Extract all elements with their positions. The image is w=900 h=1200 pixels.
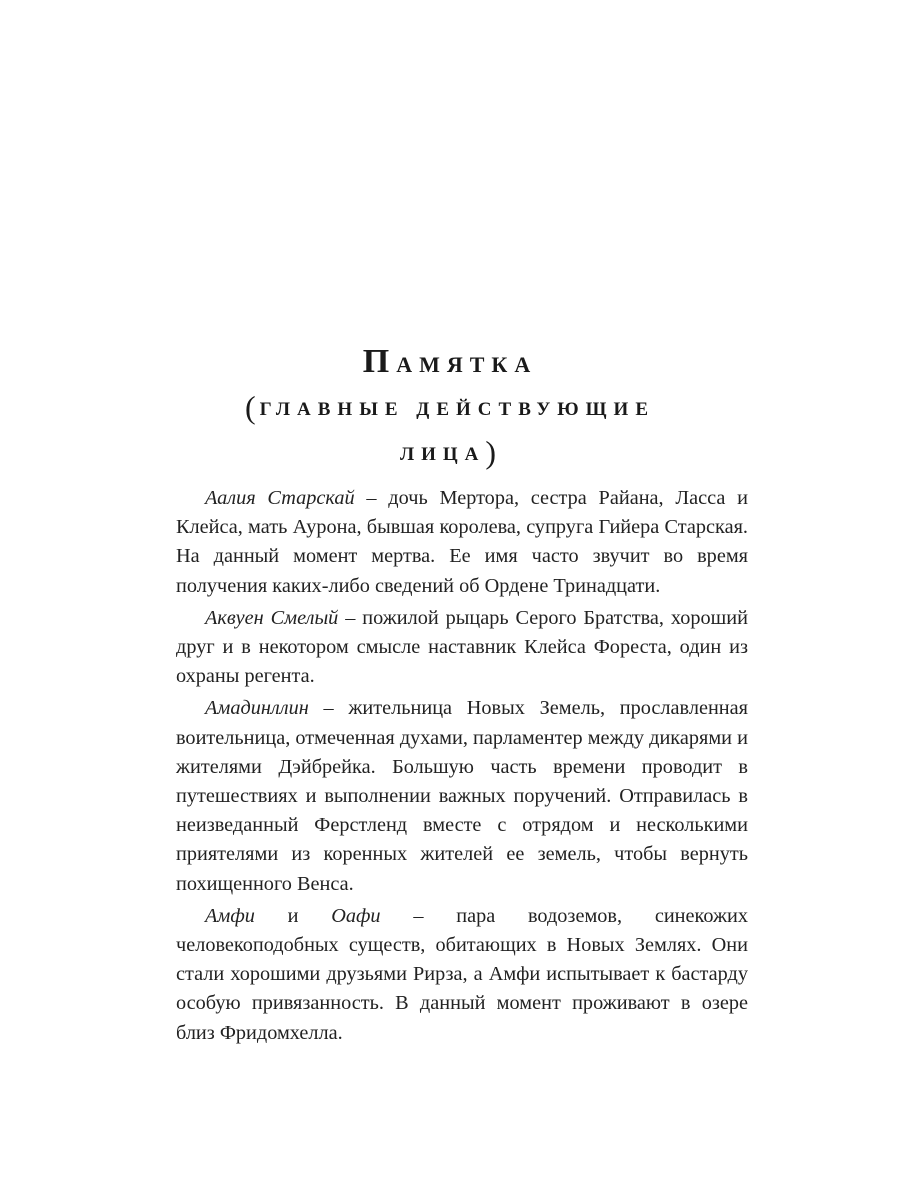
character-name: Аквуен Смелый [205,606,339,629]
character-name: Аалия Старскай [205,487,355,509]
character-description: – пожилой рыцарь Серого Братства, хороший друг и в некотором смысле наставник Клейса Фореста, один из охраны регента. [176,606,748,688]
heading-subtitle-line-2 [150,431,750,476]
character-list [176,484,748,1048]
close-parenthesis: ) [485,434,501,470]
open-parenthesis: ( [245,389,260,425]
character-entry [176,604,748,692]
character-description: – дочь Мертора, сестра Райана, Ласса и Клейса, мать Аурона, бывшая королева, супруга Гийера Старская. На данный момент мертва. Ее имя часто звучит во время получения каких-либо сведений об Ордене Тринадцати. [176,487,748,597]
section-heading [150,340,750,476]
character-name: Амфи [205,904,255,927]
character-entry [176,902,748,1048]
name-connector: и [254,904,332,927]
heading-subtitle-text-2: ЛИЦА [399,444,486,465]
character-description: – жительница Новых Земель, прославленная воительница, отмеченная духами, парламентер между дикарями и жителями Дэйбрейка. Большую часть времени проводит в путешествиях и выполнении важных поручений. Отправилась в неизведанный Ферстленд вместе с отрядом и несколькими приятелями из коренных жителей ее земель, чтобы вернуть похищенного Венса. [176,697,748,895]
character-name-second: Оафи [331,904,381,927]
character-entry [176,484,748,601]
heading-subtitle-line-1 [150,386,750,431]
character-description: – пара водоземов, синекожих человекоподобных существ, обитающих в Новых Землях. Они стали хорошими друзьями Рирза, а Амфи испытывает к бастарду особую привязанность. В данный момент проживают в озере близ Фридомхелла. [176,904,749,1044]
heading-title-initial: П [362,343,397,380]
character-name: Амадинллин [205,697,309,720]
heading-title [150,340,750,386]
heading-subtitle-text-1: ГЛАВНЫЕ ДЕЙСТВУЮЩИЕ [259,399,655,420]
heading-title-rest: АМЯТКА [396,352,538,377]
character-entry [176,694,748,898]
